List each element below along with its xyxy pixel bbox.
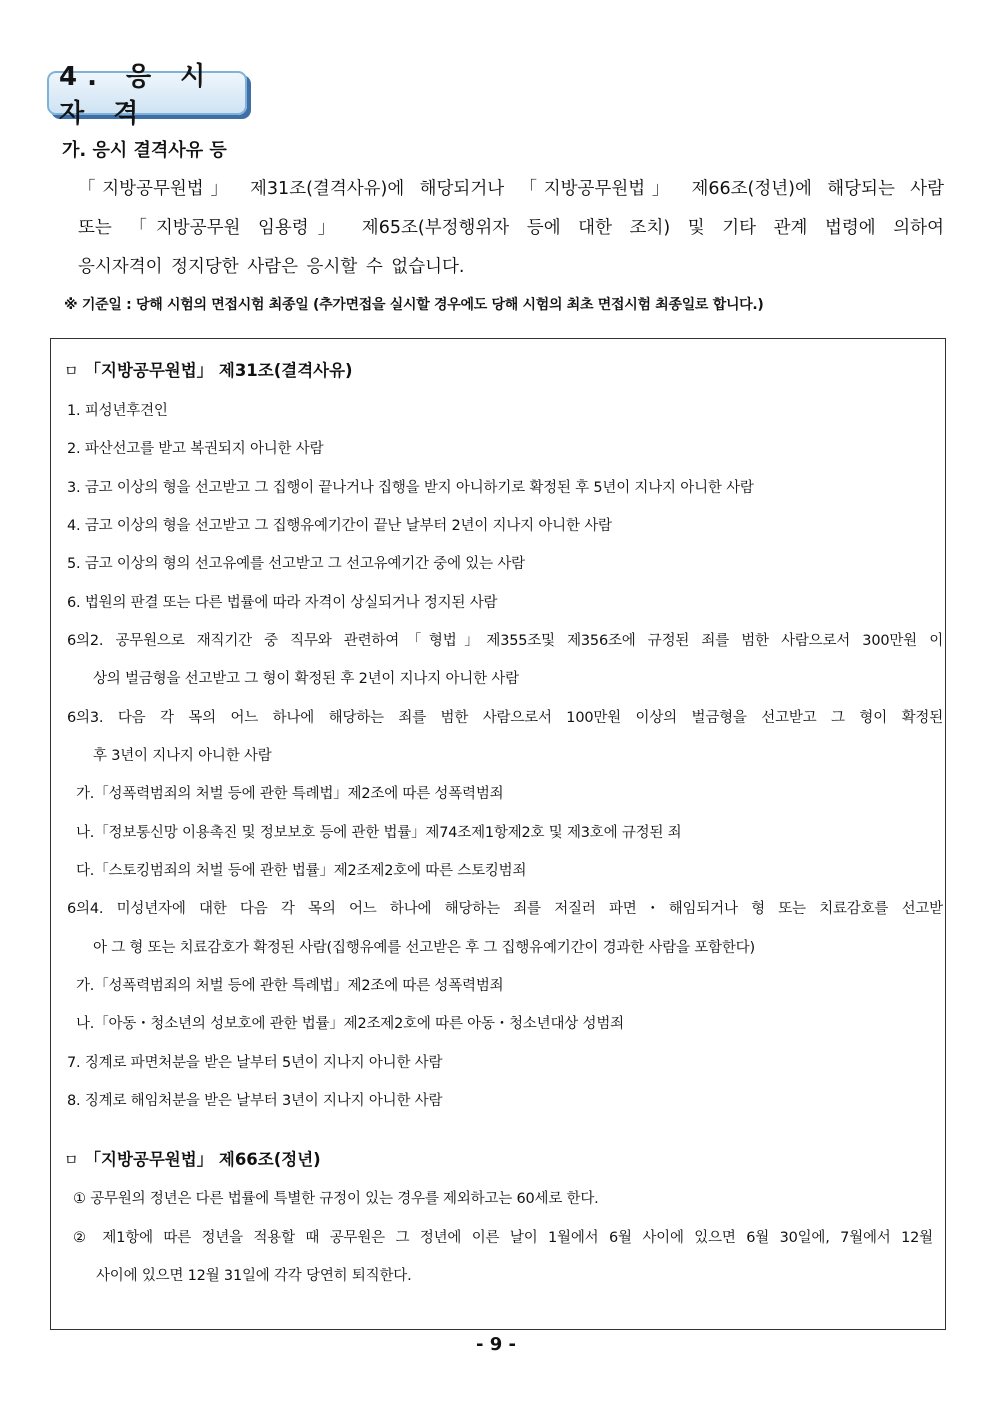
square-bullet-icon: ㅁ xyxy=(64,362,79,380)
law31-item: 4. 금고 이상의 형을 선고받고 그 집행유예기간이 끝난 날부터 2년이 지나지 아니한 사람 xyxy=(67,518,612,534)
law31-item-continued: 아 그 형 또는 치료감호가 확정된 사람(집행유예를 선고받은 후 그 집행유예기간이 경과한 사람을 포함한다) xyxy=(93,940,755,956)
law66-item: ② 제1항에 따른 정년을 적용할 때 공무원은 그 정년에 이른 날이 1월에서 6월 사이에 있으면 6월 30일에, 7월에서 12월 xyxy=(73,1230,933,1246)
law31-subitem: 다.「스토킹범죄의 처벌 등에 관한 법률」제2조제2호에 따른 스토킹범죄 xyxy=(76,863,527,879)
subsection-title: 가. 응시 결격사유 등 xyxy=(62,140,227,161)
law31-subitem: 나.「정보통신망 이용촉진 및 정보보호 등에 관한 법률」제74조제1항제2호 및 제3호에 규정된 죄 xyxy=(76,825,682,841)
law31-item: 1. 피성년후견인 xyxy=(67,403,168,419)
law31-heading-text: 「지방공무원법」 제31조(결격사유) xyxy=(84,361,353,380)
page-number: - 9 - xyxy=(476,1334,516,1355)
law31-item: 7. 징계로 파면처분을 받은 날부터 5년이 지나지 아니한 사람 xyxy=(67,1055,443,1071)
intro-line: 「지방공무원법」 제31조(결격사유)에 해당되거나 「지방공무원법」 제66조(정년)에 해당되는 사람 xyxy=(78,179,944,199)
law31-item: 8. 징계로 해임처분을 받은 날부터 3년이 지나지 아니한 사람 xyxy=(67,1093,443,1109)
section-title: 4. 응 시 자 격 xyxy=(59,62,216,129)
law66-item-continued: 사이에 있으면 12월 31일에 각각 당연히 퇴직한다. xyxy=(96,1268,412,1284)
law66-heading xyxy=(64,1146,321,1170)
reference-date-note: ※ 기준일 : 당해 시험의 면접시험 최종일 (추가면접을 실시할 경우에도 당해 시험의 최초 면접시험 최종일로 합니다.) xyxy=(64,297,764,313)
law31-item: 6의2. 공무원으로 재직기간 중 직무와 관련하여「형법」제355조및 제356조에 규정된 죄를 범한 사람으로서 300만원 이 xyxy=(67,633,943,649)
law31-item: 6. 법원의 판결 또는 다른 법률에 따라 자격이 상실되거나 정지된 사람 xyxy=(67,595,498,611)
law31-item-continued: 상의 벌금형을 선고받고 그 형이 확정된 후 2년이 지나지 아니한 사람 xyxy=(93,671,519,687)
square-bullet-icon: ㅁ xyxy=(64,1151,79,1169)
law66-heading-text: 「지방공무원법」 제66조(정년) xyxy=(84,1150,321,1169)
section-header-box xyxy=(47,62,247,129)
intro-paragraph xyxy=(78,170,944,287)
law31-item: 6의4. 미성년자에 대한 다음 각 목의 어느 하나에 해당하는 죄를 저질러 파면・해임되거나 형 또는 치료감호를 선고받 xyxy=(67,901,943,917)
law31-heading xyxy=(64,357,353,381)
intro-line: 응시자격이 정지당한 사람은 응시할 수 없습니다. xyxy=(78,257,465,277)
law31-item: 3. 금고 이상의 형을 선고받고 그 집행이 끝나거나 집행을 받지 아니하기로 확정된 후 5년이 지나지 아니한 사람 xyxy=(67,480,754,496)
intro-line: 또는 「지방공무원 임용령」 제65조(부정행위자 등에 대한 조치) 및 기타 관계 법령에 의하여 xyxy=(78,218,944,238)
law31-item: 5. 금고 이상의 형의 선고유예를 선고받고 그 선고유예기간 중에 있는 사람 xyxy=(67,556,525,572)
law31-subitem: 나.「아동・청소년의 성보호에 관한 법률」제2조제2호에 따른 아동・청소년대상 성범죄 xyxy=(76,1016,624,1032)
law31-subitem: 가.「성폭력범죄의 처벌 등에 관한 특례법」제2조에 따른 성폭력범죄 xyxy=(76,978,504,994)
law66-item: ① 공무원의 정년은 다른 법률에 특별한 규정이 있는 경우를 제외하고는 60세로 한다. xyxy=(73,1191,599,1207)
law31-item-continued: 후 3년이 지나지 아니한 사람 xyxy=(93,748,272,764)
law31-item: 2. 파산선고를 받고 복권되지 아니한 사람 xyxy=(67,441,324,457)
law31-subitem: 가.「성폭력범죄의 처벌 등에 관한 특례법」제2조에 따른 성폭력범죄 xyxy=(76,786,504,802)
law31-item: 6의3. 다음 각 목의 어느 하나에 해당하는 죄를 범한 사람으로서 100만원 이상의 벌금형을 선고받고 그 형이 확정된 xyxy=(67,710,943,726)
